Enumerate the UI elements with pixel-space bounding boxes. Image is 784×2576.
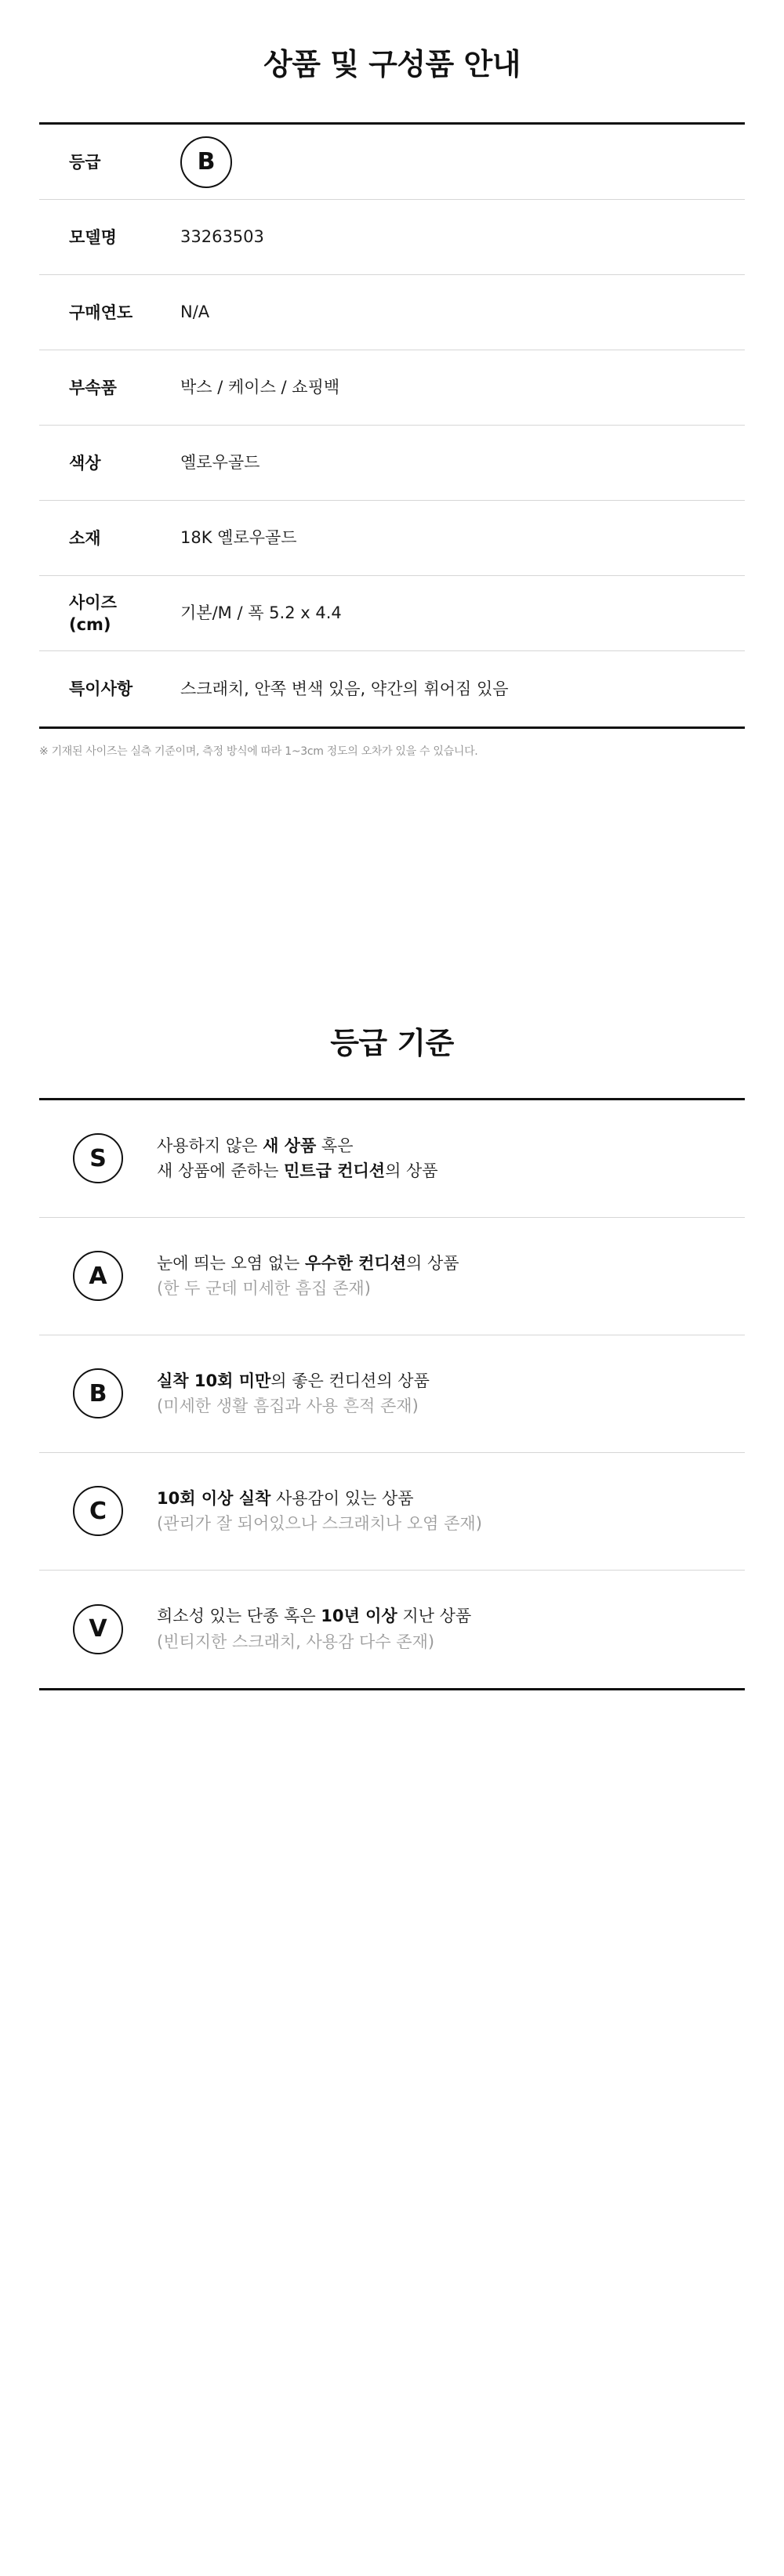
spec-label-accessories: 부속품 bbox=[69, 378, 117, 397]
grade-circle-c: C bbox=[73, 1486, 123, 1536]
grade-line bbox=[157, 1486, 726, 1512]
table-row bbox=[39, 275, 745, 350]
grade-text: 사용감이 있는 상품 bbox=[270, 1488, 414, 1508]
table-row bbox=[39, 1453, 745, 1571]
table-row bbox=[39, 1335, 745, 1453]
grade-line-secondary: (미세한 생활 흠집과 사용 흔적 존재) bbox=[157, 1397, 419, 1416]
grade-badge: B bbox=[180, 136, 232, 188]
table-row bbox=[39, 576, 745, 651]
grade-description-v bbox=[157, 1603, 745, 1654]
spec-label-notes: 특이사항 bbox=[69, 679, 133, 699]
spec-value-purchase-year: N/A bbox=[180, 303, 210, 322]
grade-letter-cell bbox=[39, 1251, 157, 1301]
grade-line-secondary: (한 두 군데 미세한 흠집 존재) bbox=[157, 1279, 371, 1299]
grade-text-strong: 10회 이상 실착 bbox=[157, 1488, 271, 1508]
spec-label-purchase-year: 구매연도 bbox=[69, 303, 133, 322]
spec-table bbox=[39, 122, 745, 729]
grade-circle-s: S bbox=[73, 1133, 123, 1183]
grade-line-secondary: (빈티지한 스크래치, 사용감 다수 존재) bbox=[157, 1632, 435, 1651]
table-row bbox=[39, 426, 745, 501]
grade-criteria-section bbox=[0, 1019, 784, 1690]
grade-text: 의 좋은 컨디션의 상품 bbox=[270, 1371, 430, 1390]
grade-table bbox=[39, 1098, 745, 1690]
grade-text: 의 상품 bbox=[385, 1161, 438, 1181]
table-row bbox=[39, 1218, 745, 1335]
grade-text-strong: 10년 이상 bbox=[321, 1607, 397, 1626]
grade-letter-cell bbox=[39, 1486, 157, 1536]
section-spacer bbox=[0, 759, 784, 994]
spec-label-size-line1: 사이즈 bbox=[69, 592, 117, 612]
grade-text: 눈에 띄는 오염 없는 bbox=[157, 1253, 305, 1273]
grade-letter-cell bbox=[39, 1133, 157, 1183]
spec-label-size-line2: (cm) bbox=[69, 614, 111, 634]
grade-letter-cell bbox=[39, 1604, 157, 1654]
spec-label-material: 소재 bbox=[69, 528, 101, 548]
product-info-section bbox=[0, 20, 784, 759]
grade-text: 새 상품에 준하는 bbox=[157, 1161, 285, 1181]
grade-description-a bbox=[157, 1251, 745, 1302]
grade-text-strong: 실착 10회 미만 bbox=[157, 1371, 271, 1390]
grade-circle-a: A bbox=[73, 1251, 123, 1301]
grade-circle-v: V bbox=[73, 1604, 123, 1654]
spec-value-material: 18K 옐로우골드 bbox=[180, 528, 297, 548]
table-row bbox=[39, 651, 745, 726]
bottom-spacer bbox=[0, 1690, 784, 1737]
spec-label-grade: 등급 bbox=[69, 152, 101, 172]
grade-line bbox=[157, 1158, 726, 1184]
product-detail-page bbox=[0, 20, 784, 1737]
grade-text: 사용하지 않은 bbox=[157, 1136, 263, 1155]
grade-line bbox=[157, 1133, 726, 1159]
spec-label-color: 색상 bbox=[69, 453, 101, 473]
table-row bbox=[39, 200, 745, 275]
spec-value-notes: 스크래치, 안쪽 변색 있음, 약간의 휘어짐 있음 bbox=[180, 679, 509, 698]
spec-value-accessories: 박스 / 케이스 / 쇼핑백 bbox=[180, 378, 340, 397]
table-row bbox=[39, 350, 745, 426]
spec-label-size bbox=[39, 592, 180, 636]
grade-text-strong: 우수한 컨디션 bbox=[305, 1253, 407, 1273]
grade-line bbox=[157, 1251, 726, 1277]
grade-line bbox=[157, 1368, 726, 1394]
spec-value-size: 기본/M / 폭 5.2 x 4.4 bbox=[180, 603, 342, 623]
table-row bbox=[39, 1100, 745, 1218]
grade-text-strong: 새 상품 bbox=[263, 1136, 317, 1155]
grade-description-b bbox=[157, 1368, 745, 1419]
grade-description-s bbox=[157, 1133, 745, 1184]
size-footnote: ※ 기재된 사이즈는 실측 기준이며, 측정 방식에 따라 1~3cm 정도의 오차가 있을 수 있습니다. bbox=[39, 745, 478, 759]
grade-text: 의 상품 bbox=[406, 1253, 459, 1273]
spec-label-model: 모델명 bbox=[69, 227, 117, 247]
spec-value-model: 33263503 bbox=[180, 227, 264, 247]
table-row bbox=[39, 501, 745, 576]
table-row bbox=[39, 125, 745, 200]
page-title: 상품 및 구성품 안내 bbox=[263, 47, 521, 82]
grade-line-secondary: (관리가 잘 되어있으나 스크래치나 오염 존재) bbox=[157, 1514, 482, 1534]
grade-text: 지난 상품 bbox=[397, 1607, 472, 1626]
grade-text: 혹은 bbox=[316, 1136, 354, 1155]
grade-line bbox=[157, 1603, 726, 1629]
table-row bbox=[39, 1571, 745, 1688]
grade-text-strong: 민트급 컨디션 bbox=[284, 1161, 386, 1181]
grade-criteria-title: 등급 기준 bbox=[330, 1025, 454, 1060]
grade-letter-cell bbox=[39, 1368, 157, 1418]
grade-description-c bbox=[157, 1486, 745, 1537]
grade-circle-b: B bbox=[73, 1368, 123, 1418]
spec-value-grade bbox=[180, 136, 745, 188]
spec-value-color: 옐로우골드 bbox=[180, 453, 260, 473]
grade-text: 희소성 있는 단종 혹은 bbox=[157, 1607, 321, 1626]
